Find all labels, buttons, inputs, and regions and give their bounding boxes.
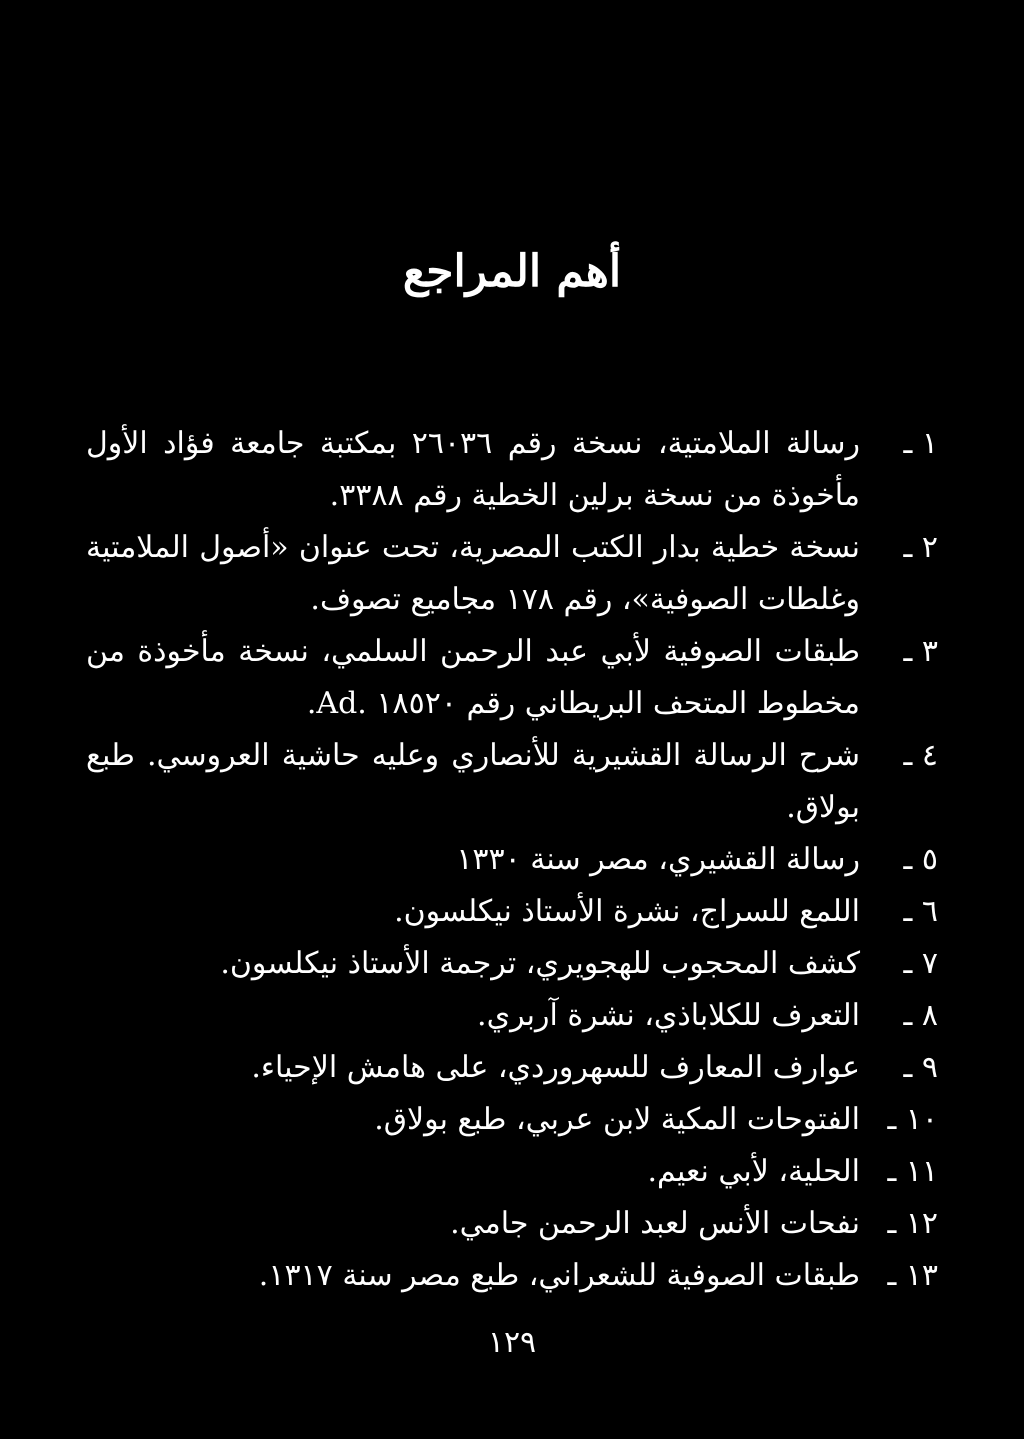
entry-text: الحلية، لأبي نعيم. — [647, 1154, 860, 1189]
entry-number: ١١ ـ — [887, 1154, 938, 1189]
list-item — [86, 938, 938, 990]
list-item — [86, 990, 938, 1042]
list-item — [86, 522, 938, 626]
list-item — [86, 730, 938, 834]
entry-text: نفحات الأنس لعبد الرحمن جامي. — [450, 1206, 860, 1241]
list-item — [86, 886, 938, 938]
references-list — [86, 418, 938, 1302]
entry-number: ٣ ـ — [903, 634, 938, 669]
entry-number: ١٣ ـ — [887, 1258, 938, 1293]
entry-number: ٤ ـ — [903, 738, 938, 773]
list-item — [86, 1146, 938, 1198]
entry-text: الفتوحات المكية لابن عربي، طبع بولاق. — [374, 1102, 860, 1137]
page-number: ١٢٩ — [487, 1325, 537, 1360]
entry-text: اللمع للسراج، نشرة الأستاذ نيكلسون. — [394, 894, 860, 929]
entry-number: ١٠ ـ — [887, 1102, 938, 1137]
entry-text: كشف المحجوب للهجويري، ترجمة الأستاذ نيكلسون. — [220, 946, 860, 981]
entry-text: طبقات الصوفية لأبي عبد الرحمن السلمي، نسخة مأخوذة من مخطوط المتحف البريطاني رقم ١٨٥٢٠ .Ad. — [86, 634, 860, 721]
entry-number: ٢ ـ — [903, 530, 938, 565]
list-item — [86, 1042, 938, 1094]
list-item — [86, 1094, 938, 1146]
entry-text: عوارف المعارف للسهروردي، على هامش الإحياء. — [251, 1050, 860, 1085]
page-title: أهم المراجع — [402, 246, 622, 297]
entry-number: ٦ ـ — [903, 894, 938, 929]
entry-text: نسخة خطية بدار الكتب المصرية، تحت عنوان «أصول الملامتية وغلطات الصوفية»، رقم ١٧٨ مجاميع تصوف. — [86, 530, 860, 617]
entry-text: رسالة الملامتية، نسخة رقم ٢٦٠٣٦ بمكتبة جامعة فؤاد الأول مأخوذة من نسخة برلين الخطية رقم ٣٣٨٨. — [86, 426, 860, 513]
entry-text: طبقات الصوفية للشعراني، طبع مصر سنة ١٣١٧. — [258, 1258, 860, 1293]
entry-text: رسالة القشيري، مصر سنة ١٣٣٠ — [456, 842, 860, 877]
list-item — [86, 834, 938, 886]
entry-number: ٩ ـ — [903, 1050, 938, 1085]
list-item — [86, 418, 938, 522]
list-item — [86, 1198, 938, 1250]
list-item — [86, 1250, 938, 1302]
entry-text: التعرف للكلاباذي، نشرة آربري. — [477, 998, 860, 1033]
entry-number: ١٢ ـ — [887, 1206, 938, 1241]
list-item — [86, 626, 938, 730]
entry-number: ١ ـ — [903, 426, 938, 461]
entry-number: ٧ ـ — [903, 946, 938, 981]
entry-text: شرح الرسالة القشيرية للأنصاري وعليه حاشية العروسي. طبع بولاق. — [86, 738, 860, 825]
entry-number: ٨ ـ — [903, 998, 938, 1033]
entry-number: ٥ ـ — [903, 842, 938, 877]
